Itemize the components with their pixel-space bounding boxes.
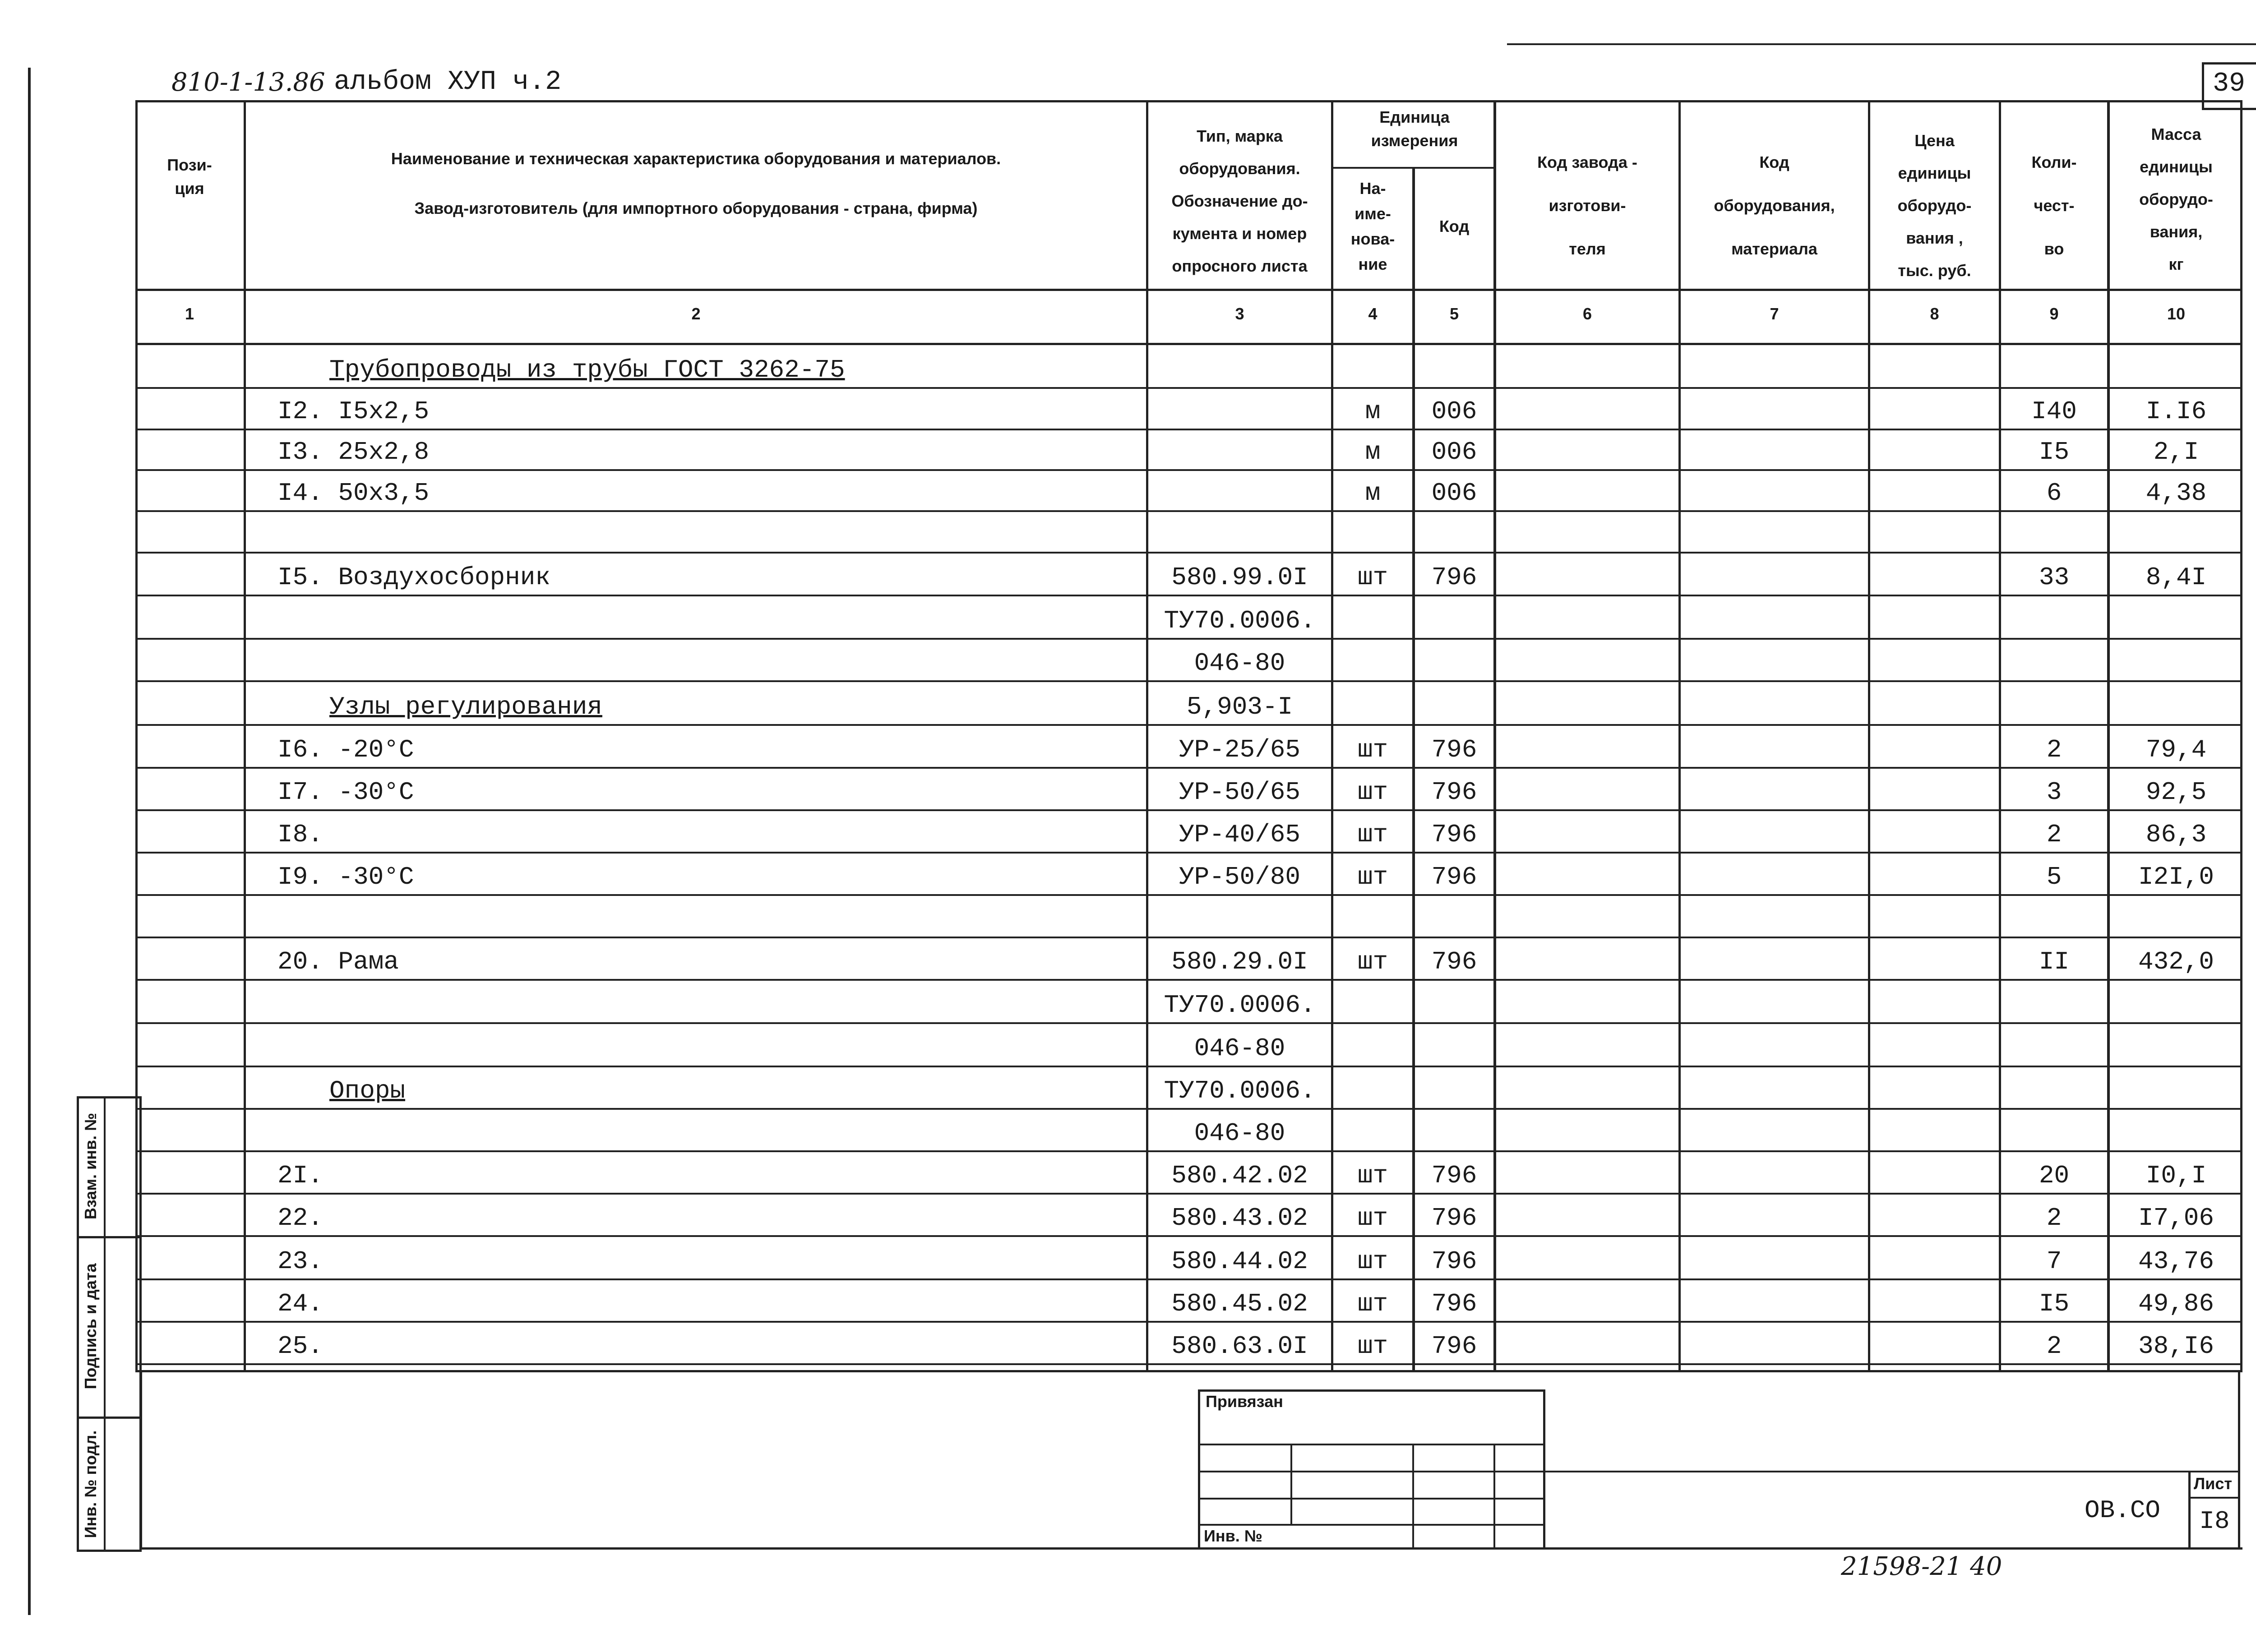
cell-type: 580.44.02 (1171, 1247, 1308, 1276)
cell-type: 046-80 (1194, 1119, 1285, 1148)
col-header-type: Тип, марка оборудования. Обозначение до- кумента и номер опросного листа (1171, 127, 1308, 275)
cell-unit: шт (1357, 1332, 1388, 1361)
cell-type: 580.45.02 (1171, 1289, 1308, 1318)
cell-mass: 86,3 (2145, 820, 2207, 849)
cell-unit: шт (1357, 947, 1388, 976)
cell-name: 20. Рама (277, 947, 399, 976)
cell-qty: II (2039, 947, 2070, 976)
row-separator (135, 1321, 2242, 1323)
cell-name: 24. (277, 1289, 323, 1318)
col-line-1 (244, 100, 246, 1372)
cell-unit-code: 006 (1431, 438, 1477, 466)
col-header-maker-code: Код завода - изготови- теля (1537, 153, 1637, 258)
top-right-line (1507, 43, 2256, 45)
row-separator (135, 1278, 2242, 1280)
cell-name: I6. -20°C (277, 735, 414, 764)
row-separator (135, 1150, 2242, 1152)
row-separator (135, 767, 2242, 769)
row-separator (135, 894, 2242, 896)
cell-unit-code: 796 (1431, 735, 1477, 764)
col-header-unit-name: На- име- нова- ние (1350, 179, 1395, 273)
doc-designation: ОВ.СО (2085, 1496, 2161, 1525)
cell-mass: I7,06 (2138, 1204, 2214, 1232)
sheet-box-divider (2188, 1497, 2240, 1499)
cell-qty: I5 (2039, 438, 2070, 466)
cell-qty: I40 (2031, 397, 2077, 426)
title-block-top (1545, 1471, 2240, 1472)
cell-unit-code: 796 (1431, 1204, 1477, 1232)
col-header-unit: Единица измерения (1371, 108, 1458, 150)
cell-name: Опоры (329, 1076, 406, 1105)
cell-mass: 2,I (2153, 438, 2199, 466)
cell-type: УР-40/65 (1179, 820, 1300, 849)
row-separator (135, 979, 2242, 981)
col-number-1: 1 (185, 305, 194, 323)
cell-mass: I0,I (2145, 1161, 2207, 1190)
cell-qty: 2 (2046, 820, 2062, 849)
cell-type: 580.63.0I (1171, 1332, 1308, 1361)
cell-name: I5. Воздухосборник (277, 563, 550, 592)
cell-type: 580.99.0I (1171, 563, 1308, 592)
cell-mass: 43,76 (2138, 1247, 2214, 1276)
col-header-position: Пози- ция (167, 156, 212, 198)
cell-name: 2I. (277, 1161, 323, 1190)
stamp-col-1 (1290, 1444, 1292, 1525)
col-number-9: 9 (2049, 305, 2059, 323)
row-separator (135, 638, 2242, 640)
album-title: альбом ХУП ч.2 (334, 67, 562, 97)
cell-unit: м (1365, 438, 1381, 466)
col-line-6 (1678, 100, 1681, 1372)
col-line-5 (1493, 100, 1496, 1372)
cell-qty: 33 (2039, 563, 2070, 592)
col-number-10: 10 (2167, 305, 2186, 323)
sheet-label: Лист (2194, 1474, 2233, 1493)
row-separator (135, 469, 2242, 471)
row-separator (135, 510, 2242, 512)
stamp-inv-label: Инв. № (1204, 1527, 1262, 1545)
binding-strip-divider (104, 1096, 106, 1552)
cell-type: ТУ70.0006. (1164, 1076, 1316, 1105)
side-label-replace-inv: Взам. инв. № (81, 1112, 100, 1220)
unit-subheader-line (1331, 167, 1496, 169)
bottom-left-frame (140, 1371, 142, 1550)
cell-type: УР-25/65 (1179, 735, 1300, 764)
cell-unit-code: 796 (1431, 1289, 1477, 1318)
cell-qty: 6 (2046, 479, 2062, 508)
cell-unit: шт (1357, 1247, 1388, 1276)
row-separator (135, 680, 2242, 682)
cell-name: 22. (277, 1204, 323, 1232)
cell-mass: 38,I6 (2138, 1332, 2214, 1361)
cell-unit: м (1365, 479, 1381, 508)
cell-unit-code: 796 (1431, 820, 1477, 849)
cell-mass: 432,0 (2138, 947, 2214, 976)
row-separator (135, 1108, 2242, 1110)
col-number-8: 8 (1930, 305, 1939, 323)
col-header-equip-code: Код оборудования, материала (1714, 153, 1835, 258)
cell-name: I8. (277, 820, 323, 849)
cell-unit: шт (1357, 563, 1388, 592)
cell-unit-code: 796 (1431, 1161, 1477, 1190)
side-label-original-inv: Инв. № подл. (81, 1430, 100, 1538)
colnum-bottom-line (135, 343, 2242, 345)
left-margin-line (28, 68, 31, 1615)
bottom-frame-line (140, 1547, 2242, 1550)
document-code: 810-1-13.86 (171, 68, 325, 97)
row-separator (135, 1235, 2242, 1237)
cell-qty: 2 (2046, 1204, 2062, 1232)
cell-unit: шт (1357, 1204, 1388, 1232)
cell-unit: шт (1357, 778, 1388, 807)
cell-name: I2. I5x2,5 (277, 397, 430, 426)
cell-unit-code: 796 (1431, 1332, 1477, 1361)
row-separator (135, 852, 2242, 854)
stamp-col-2 (1412, 1444, 1414, 1550)
row-separator (135, 937, 2242, 938)
cell-qty: 5 (2046, 863, 2062, 891)
cell-type: УР-50/80 (1179, 863, 1300, 891)
cell-type: 580.29.0I (1171, 947, 1308, 976)
cell-unit: шт (1357, 1161, 1388, 1190)
col-number-5: 5 (1449, 305, 1459, 323)
cell-unit: шт (1357, 735, 1388, 764)
cell-unit-code: 796 (1431, 863, 1477, 891)
stamp-col-3 (1493, 1444, 1495, 1550)
cell-qty: 2 (2046, 735, 2062, 764)
cell-mass: 4,38 (2145, 479, 2207, 508)
cell-type: 046-80 (1194, 1034, 1285, 1063)
col-header-qty: Коли- чест- во (2031, 153, 2077, 258)
cell-type: 046-80 (1194, 649, 1285, 678)
stamp-bound-label: Привязан (1206, 1392, 1283, 1411)
col-number-6: 6 (1582, 305, 1592, 323)
cell-name: I7. -30°C (277, 778, 414, 807)
cell-type: 580.42.02 (1171, 1161, 1308, 1190)
cell-unit-code: 006 (1431, 479, 1477, 508)
cell-name: I4. 50x3,5 (277, 479, 430, 508)
col-number-4: 4 (1368, 305, 1378, 323)
cell-mass: 92,5 (2145, 778, 2207, 807)
row-separator (135, 1022, 2242, 1024)
cell-name: Узлы регулирования (329, 692, 602, 721)
cell-type: УР-50/65 (1179, 778, 1300, 807)
row-separator (135, 1193, 2242, 1195)
side-label-signature-date: Подпись и дата (81, 1263, 100, 1389)
cell-qty: 20 (2039, 1161, 2070, 1190)
cell-mass: 49,86 (2138, 1289, 2214, 1318)
row-separator (135, 1363, 2242, 1365)
cell-type: ТУ70.0006. (1164, 606, 1316, 635)
col-header-name-1: Наименование и техническая характеристика оборудования и материалов. (391, 149, 1001, 168)
cell-unit: шт (1357, 820, 1388, 849)
cell-unit-code: 796 (1431, 1247, 1477, 1276)
cell-qty: I5 (2039, 1289, 2070, 1318)
cell-name: 23. (277, 1247, 323, 1276)
cell-mass: I2I,0 (2138, 863, 2214, 891)
cell-name: I3. 25x2,8 (277, 438, 430, 466)
row-separator (135, 809, 2242, 811)
col-line-7 (1868, 100, 1870, 1372)
col-number-3: 3 (1235, 305, 1244, 323)
row-separator (135, 1066, 2242, 1067)
cell-qty: 7 (2046, 1247, 2062, 1276)
page-number: 39 (2212, 69, 2245, 99)
cell-unit-code: 796 (1431, 947, 1477, 976)
cell-name: I9. -30°C (277, 863, 414, 891)
col-line-4 (1412, 167, 1415, 1372)
cell-unit: м (1365, 397, 1381, 426)
row-separator (135, 387, 2242, 389)
col-header-mass: Масса единицы оборудо- вания, кг (2139, 125, 2213, 273)
row-separator (135, 724, 2242, 726)
header-bottom-line (135, 289, 2242, 291)
cell-mass: I.I6 (2145, 397, 2207, 426)
cell-unit: шт (1357, 1289, 1388, 1318)
cell-mass: 8,4I (2145, 563, 2207, 592)
footer-code: 21598-21 40 (1841, 1552, 2002, 1581)
cell-name: 25. (277, 1332, 323, 1361)
cell-unit-code: 796 (1431, 778, 1477, 807)
col-header-unit-code: Код (1439, 217, 1470, 235)
cell-type: ТУ70.0006. (1164, 991, 1316, 1020)
cell-type: 580.43.02 (1171, 1204, 1308, 1232)
cell-type: 5,903-I (1186, 692, 1293, 721)
cell-mass: 79,4 (2145, 735, 2207, 764)
cell-qty: 2 (2046, 1332, 2062, 1361)
cell-qty: 3 (2046, 778, 2062, 807)
cell-unit: шт (1357, 863, 1388, 891)
row-separator (135, 595, 2242, 596)
col-number-2: 2 (691, 305, 701, 323)
row-separator (135, 429, 2242, 430)
col-number-7: 7 (1770, 305, 1779, 323)
cell-name: Трубопроводы из трубы ГОСТ 3262-75 (329, 355, 845, 384)
row-separator (135, 552, 2242, 554)
col-header-price: Цена единицы оборудо- вания , тыс. руб. (1897, 131, 1972, 280)
col-header-name-2: Завод-изготовитель (для импортного оборудования - страна, фирма) (414, 199, 978, 217)
sheet-number: I8 (2199, 1507, 2230, 1536)
cell-unit-code: 006 (1431, 397, 1477, 426)
cell-unit-code: 796 (1431, 563, 1477, 592)
binding-strip-sep-1 (77, 1236, 142, 1238)
